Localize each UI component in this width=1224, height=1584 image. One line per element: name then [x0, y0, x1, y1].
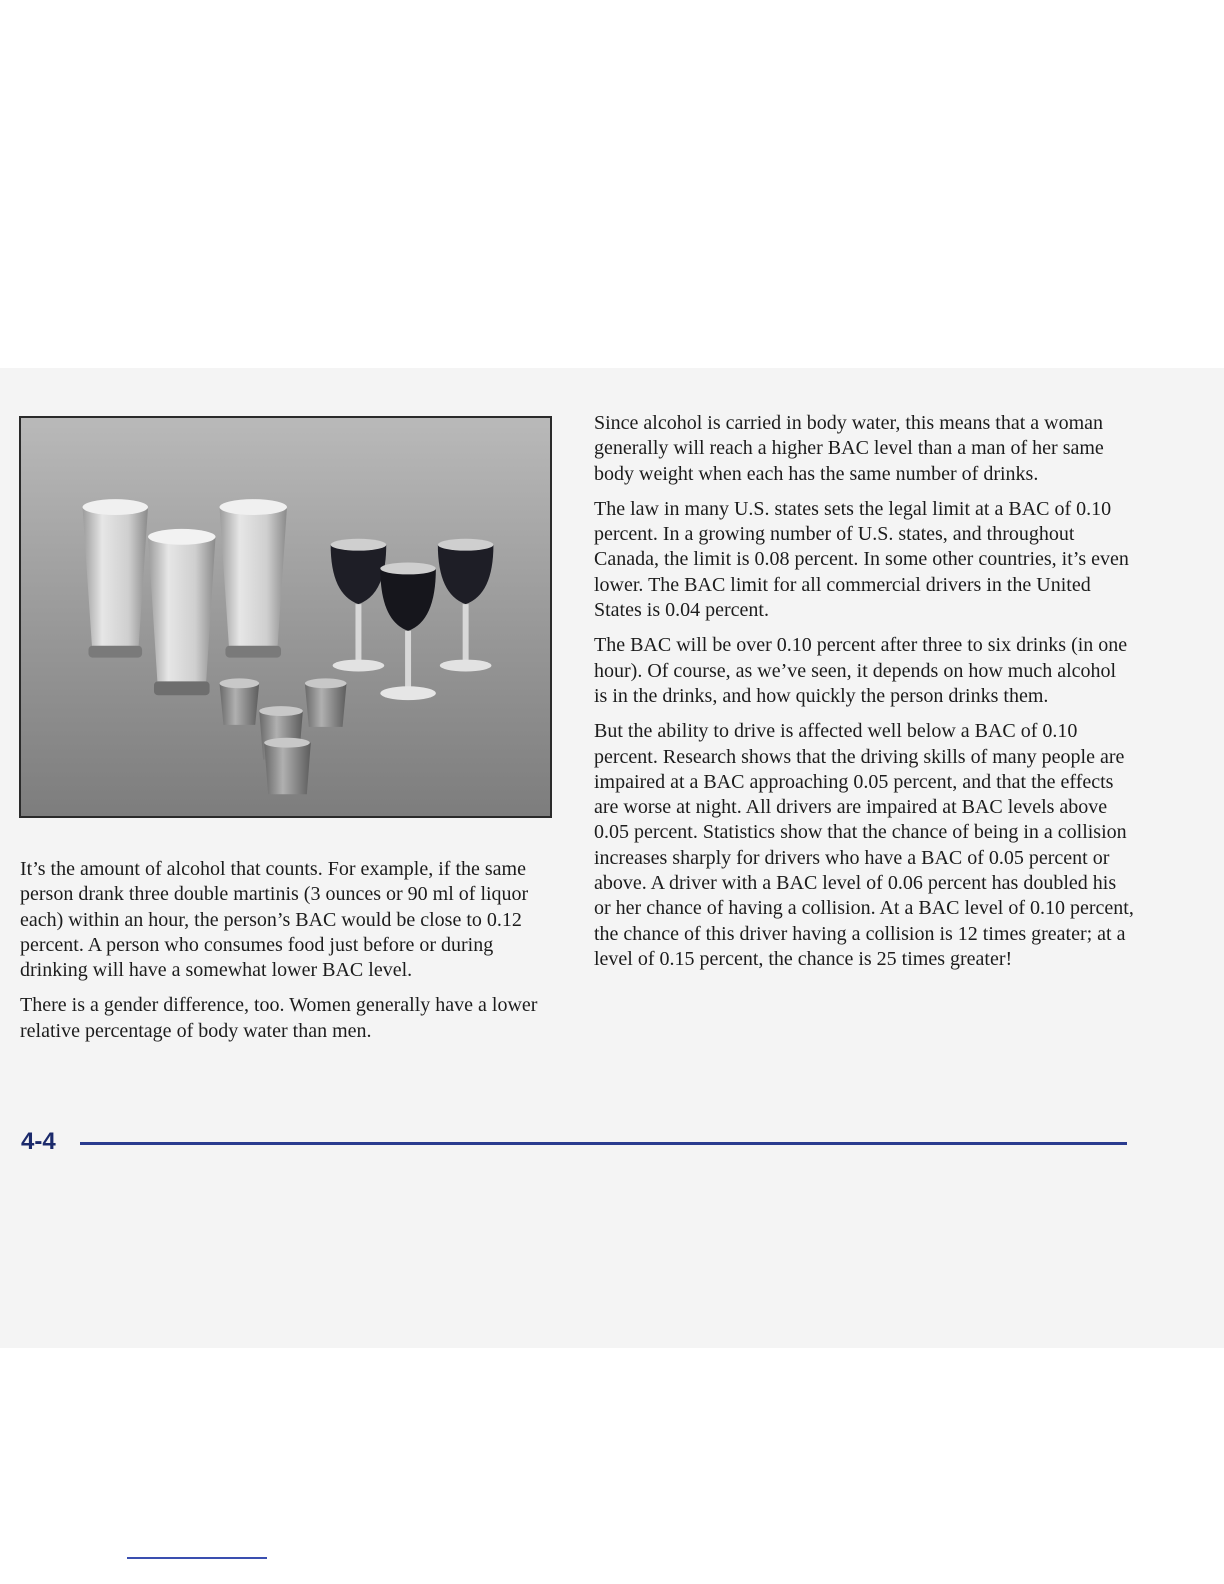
paragraph: The BAC will be over 0.10 percent after three to six drinks (in one hour). Of course, as we’ve seen, it depends on how much alcohol is in the drinks, and how quickly the person drinks them. [594, 634, 1128, 707]
drinks-photo [19, 416, 552, 818]
left-column [20, 857, 560, 1054]
right-column [594, 411, 1134, 982]
paragraph: It’s the amount of alcohol that counts. For example, if the same person drank three double martinis (3 ounces or 90 ml of liquor each) within an hour, the person’s BAC would be close to 0.12 percent. A person who consumes food just before or during drinking will have a somewhat lower BAC level. [20, 858, 529, 982]
footer-rule [80, 1142, 1127, 1145]
drinks-photo-icon [21, 418, 550, 816]
paragraph: There is a gender difference, too. Women generally have a lower relative percentage of body water than men. [20, 994, 538, 1042]
paragraph: The law in many U.S. states sets the legal limit at a BAC of 0.10 percent. In a growing number of U.S. states, and throughout Canada, the limit is 0.08 percent. In some other countries, it’s even lower. The BAC limit for all commercial drivers in the United States is 0.04 percent. [594, 497, 1129, 622]
paragraph: Since alcohol is carried in body water, this means that a woman generally will reach a higher BAC level than a man of her same body weight when each has the same number of drinks. [594, 412, 1104, 485]
page-number: 4-4 [21, 1128, 56, 1155]
bottom-rule [127, 1557, 267, 1559]
paragraph: But the ability to drive is affected well below a BAC of 0.10 percent. Research shows that the driving skills of many people are impaired at a BAC approaching 0.05 percent, and that the effects are worse at night. All drivers are impaired at BAC levels above 0.05 percent. Statistics show that the chance of being in a collision increases sharply for drivers who have a BAC of 0.05 percent or above. A driver with a BAC level of 0.06 percent has doubled his or her chance of having a collision. At a BAC level of 0.10 percent, the chance of this driver having a collision is 12 times greater; at a level of 0.15 percent, the chance is 25 times greater! [594, 720, 1134, 970]
